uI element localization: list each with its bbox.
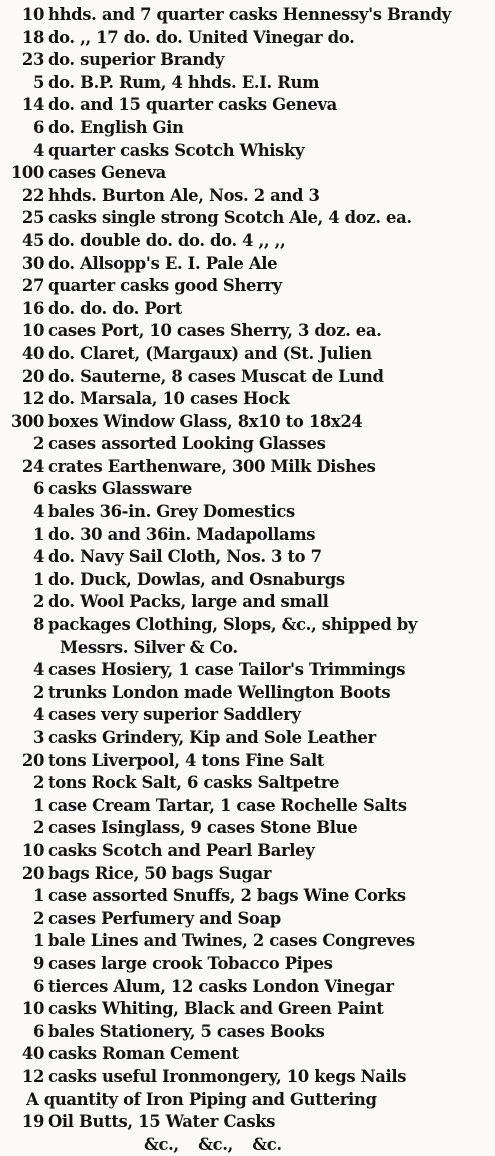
- item-quantity: 20: [21, 366, 44, 386]
- item-description: do. Duck, Dowlas, and Osnaburgs: [48, 569, 345, 589]
- item-quantity: 1: [32, 795, 44, 815]
- list-closing-etc: [0, 1134, 495, 1156]
- item-quantity: 1: [32, 886, 44, 906]
- item-description: casks Glassware: [48, 479, 192, 499]
- item-description: casks Scotch and Pearl Barley: [48, 840, 315, 860]
- item-quantity: 12: [21, 389, 44, 409]
- item-description: cases Perfumery and Soap: [48, 908, 281, 928]
- item-description: boxes Window Glass, 8x10 to 18x24: [48, 411, 363, 431]
- list-item: [0, 1111, 495, 1134]
- item-description: cases Isinglass, 9 cases Stone Blue: [48, 818, 358, 838]
- item-quantity: 6: [32, 479, 44, 499]
- list-item: [0, 682, 495, 705]
- list-item: [0, 72, 495, 95]
- item-quantity: 8: [32, 615, 44, 635]
- list-item: [0, 275, 495, 298]
- item-description: Oil Butts, 15 Water Casks: [48, 1112, 276, 1132]
- item-quantity: 14: [21, 95, 44, 115]
- list-item: [0, 501, 495, 524]
- list-item: [0, 795, 495, 818]
- item-quantity: 6: [32, 976, 44, 996]
- list-item: [0, 1021, 495, 1044]
- item-description: crates Earthenware, 300 Milk Dishes: [48, 456, 376, 476]
- item-description: do. English Gin: [48, 117, 184, 137]
- item-quantity: 19: [21, 1112, 44, 1132]
- item-quantity: 4: [32, 140, 44, 160]
- item-quantity: 5: [32, 72, 44, 92]
- item-description: do. Marsala, 10 cases Hock: [48, 389, 290, 409]
- item-quantity: 1: [32, 569, 44, 589]
- list-item: [0, 185, 495, 208]
- item-description: casks Whiting, Black and Green Paint: [48, 999, 384, 1019]
- item-description: bales 36-in. Grey Domestics: [48, 502, 295, 522]
- list-item-continuation: [0, 637, 495, 660]
- item-description: quarter casks good Sherry: [48, 276, 282, 296]
- item-quantity: 2: [32, 434, 44, 454]
- list-item: [0, 569, 495, 592]
- item-quantity: 2: [32, 773, 44, 793]
- list-item: [0, 546, 495, 569]
- item-description: casks Grindery, Kip and Sole Leather: [48, 728, 376, 747]
- item-quantity: 1: [32, 931, 44, 951]
- list-item: [0, 998, 495, 1021]
- item-quantity: 6: [32, 117, 44, 137]
- item-description: packages Clothing, Slops, &c., shipped by: [48, 615, 418, 635]
- item-description: cases Geneva: [48, 163, 166, 183]
- item-description: hhds. and 7 quarter casks Hennessy's Brandy: [48, 5, 451, 24]
- list-item: [0, 366, 495, 389]
- list-item: [0, 94, 495, 117]
- item-quantity: 30: [21, 253, 44, 273]
- list-item: [0, 953, 495, 976]
- item-quantity: 300: [10, 411, 44, 431]
- item-description: bags Rice, 50 bags Sugar: [48, 863, 272, 883]
- list-item: [0, 885, 495, 908]
- list-item: [0, 704, 495, 727]
- list-item: [0, 863, 495, 886]
- item-description: A quantity of Iron Piping and Guttering: [26, 1089, 377, 1109]
- item-description: cases very superior Saddlery: [48, 705, 301, 725]
- item-quantity: 20: [21, 863, 44, 883]
- list-item-full-width: [0, 1089, 495, 1112]
- item-quantity: 2: [32, 818, 44, 838]
- item-description: bales Stationery, 5 cases Books: [48, 1021, 325, 1041]
- item-quantity: 22: [21, 185, 44, 205]
- list-item: [0, 1066, 495, 1089]
- item-quantity: 27: [21, 276, 44, 296]
- item-quantity: 40: [21, 1044, 44, 1064]
- item-description: case assorted Snuffs, 2 bags Wine Corks: [48, 886, 406, 906]
- item-description: quarter casks Scotch Whisky: [48, 140, 305, 160]
- item-quantity: 4: [32, 502, 44, 522]
- list-item: [0, 591, 495, 614]
- item-quantity: 1: [32, 524, 44, 544]
- list-item: [0, 750, 495, 773]
- list-item: [0, 478, 495, 501]
- item-quantity: 10: [21, 321, 44, 341]
- item-description: hhds. Burton Ale, Nos. 2 and 3: [48, 185, 320, 205]
- item-description: do. Sauterne, 8 cases Muscat de Lund: [48, 366, 384, 386]
- item-description: tierces Alum, 12 casks London Vinegar: [48, 976, 394, 996]
- item-quantity: 12: [21, 1066, 44, 1086]
- list-item: [0, 117, 495, 140]
- item-quantity: 2: [32, 908, 44, 928]
- item-quantity: 18: [21, 27, 44, 47]
- item-description: casks single strong Scotch Ale, 4 doz. ea.: [48, 208, 412, 228]
- list-item: [0, 433, 495, 456]
- list-item: [0, 659, 495, 682]
- item-quantity: 20: [21, 750, 44, 770]
- list-item: [0, 320, 495, 343]
- item-description: do. double do. do. do. 4 ,, ,,: [48, 230, 286, 250]
- list-item: [0, 930, 495, 953]
- list-item: [0, 27, 495, 50]
- item-quantity: 23: [21, 50, 44, 70]
- item-description: cases assorted Looking Glasses: [48, 434, 326, 454]
- item-quantity: 25: [21, 208, 44, 228]
- item-quantity: [0, 1134, 48, 1156]
- item-description: do. do. do. Port: [48, 298, 182, 318]
- item-description: do. 30 and 36in. Madapollams: [48, 524, 316, 544]
- item-quantity: 45: [21, 230, 44, 250]
- item-quantity: 4: [32, 547, 44, 567]
- item-description: cases Port, 10 cases Sherry, 3 doz. ea.: [48, 321, 382, 341]
- item-quantity: 10: [21, 840, 44, 860]
- list-item: [0, 908, 495, 931]
- item-description: Messrs. Silver & Co.: [60, 637, 238, 657]
- item-quantity: 10: [21, 999, 44, 1019]
- item-description: casks Roman Cement: [48, 1044, 239, 1064]
- item-description: do. B.P. Rum, 4 hhds. E.I. Rum: [48, 72, 320, 92]
- list-item: [0, 456, 495, 479]
- list-item: [0, 140, 495, 163]
- list-item: [0, 49, 495, 72]
- item-quantity: 4: [32, 660, 44, 680]
- item-description: bale Lines and Twines, 2 cases Congreves: [48, 931, 415, 951]
- list-item: [0, 976, 495, 999]
- item-description: case Cream Tartar, 1 case Rochelle Salts: [48, 795, 407, 815]
- item-description: cases Hosiery, 1 case Tailor's Trimmings: [48, 660, 406, 680]
- item-description: tons Rock Salt, 6 casks Saltpetre: [48, 773, 340, 793]
- list-item: [0, 4, 495, 27]
- item-description: do. Allsopp's E. I. Pale Ale: [48, 253, 278, 273]
- list-item: [0, 727, 495, 750]
- list-item: [0, 162, 495, 185]
- list-item: [0, 230, 495, 253]
- list-item: [0, 817, 495, 840]
- item-quantity: 2: [32, 592, 44, 612]
- item-quantity: 2: [32, 682, 44, 702]
- item-quantity: 100: [10, 163, 44, 183]
- item-quantity: 6: [32, 1021, 44, 1041]
- item-description: &c., &c., &c.: [144, 1134, 282, 1154]
- item-quantity: 16: [21, 298, 44, 318]
- list-item: [0, 207, 495, 230]
- item-description: do. Claret, (Margaux) and (St. Julien: [48, 343, 372, 363]
- item-quantity: [0, 637, 48, 660]
- list-item: [0, 411, 495, 434]
- item-description: do. Wool Packs, large and small: [48, 592, 329, 612]
- item-description: trunks London made Wellington Boots: [48, 682, 391, 702]
- item-description: tons Liverpool, 4 tons Fine Salt: [48, 750, 325, 770]
- list-item: [0, 388, 495, 411]
- item-description: do. ,, 17 do. do. United Vinegar do.: [48, 27, 355, 47]
- list-item: [0, 772, 495, 795]
- list-item: [0, 1043, 495, 1066]
- item-quantity: 3: [32, 728, 44, 747]
- item-description: do. and 15 quarter casks Geneva: [48, 95, 337, 115]
- item-description: do. superior Brandy: [48, 50, 225, 70]
- item-description: cases large crook Tobacco Pipes: [48, 953, 333, 973]
- item-quantity: 10: [21, 5, 44, 24]
- item-quantity: 40: [21, 343, 44, 363]
- list-item: [0, 298, 495, 321]
- list-item: [0, 524, 495, 547]
- item-quantity: 9: [32, 953, 44, 973]
- list-item: [0, 253, 495, 276]
- list-item: [0, 343, 495, 366]
- list-item: [0, 840, 495, 863]
- item-quantity: 24: [21, 456, 44, 476]
- list-item: [0, 614, 495, 637]
- item-quantity: 4: [32, 705, 44, 725]
- item-description: do. Navy Sail Cloth, Nos. 3 to 7: [48, 547, 322, 567]
- item-description: casks useful Ironmongery, 10 kegs Nails: [48, 1066, 407, 1086]
